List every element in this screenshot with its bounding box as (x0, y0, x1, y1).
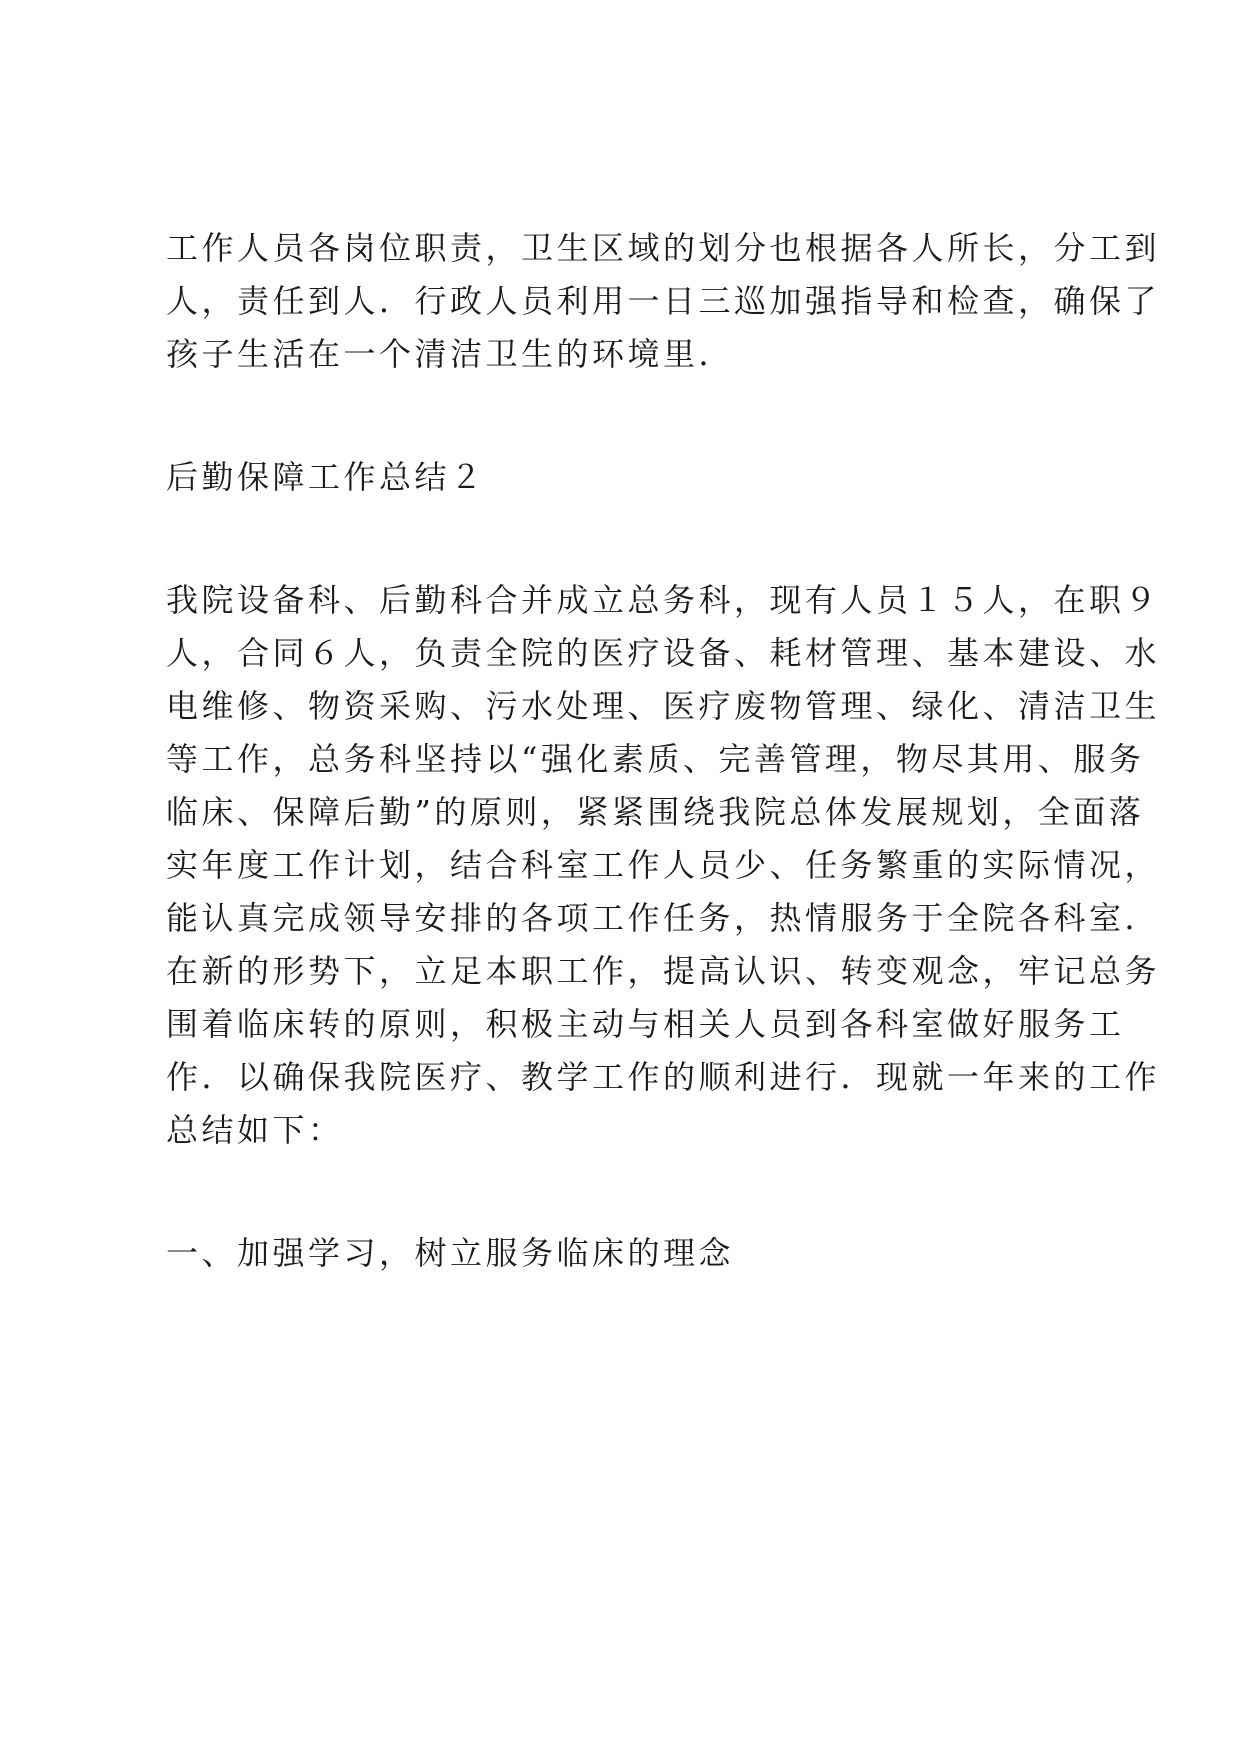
intro-paragraph (166, 222, 1161, 381)
main-paragraph (166, 574, 1161, 1157)
paragraph-line: 围着临床转的原则，积极主动与相关人员到各科室做好服务工 (166, 1005, 1125, 1043)
paragraph-line: 工作人员各岗位职责，卫生区域的划分也根据各人所长，分工到 (166, 229, 1161, 267)
paragraph-line: 等工作，总务科坚持以“强化素质、完善管理，物尽其用、服务 (166, 740, 1145, 778)
paragraph-line: 总结如下： (166, 1111, 344, 1149)
section-title: 后勤保障工作总结２ (166, 458, 486, 496)
paragraph-spacer (166, 1157, 1076, 1227)
paragraph-line: 人，合同６人，负责全院的医疗设备、耗材管理、基本建设、水 (166, 634, 1161, 672)
paragraph-line: 临床、保障后勤”的原则，紧紧围绕我院总体发展规划，全面落 (166, 793, 1145, 831)
paragraph-spacer (166, 504, 1076, 574)
paragraph-line: 电维修、物资采购、污水处理、医疗废物管理、绿化、清洁卫生 (166, 687, 1161, 725)
paragraph-line: 在新的形势下，立足本职工作，提高认识、转变观念，牢记总务 (166, 952, 1161, 990)
paragraph-line: 能认真完成领导安排的各项工作任务，热情服务于全院各科室． (166, 899, 1161, 937)
paragraph-line: 实年度工作计划，结合科室工作人员少、任务繁重的实际情况， (166, 846, 1161, 884)
document-body (166, 222, 1161, 1280)
paragraph-line: 孩子生活在一个清洁卫生的环境里． (166, 335, 735, 373)
paragraph-spacer (166, 381, 1076, 451)
paragraph-line: 我院设备科、后勤科合并成立总务科，现有人员１５人，在职９ (166, 581, 1161, 619)
paragraph-line: 作．以确保我院医疗、教学工作的顺利进行．现就一年来的工作 (166, 1058, 1161, 1096)
subheading: 一、加强学习，树立服务临床的理念 (166, 1234, 735, 1272)
paragraph-line: 人，责任到人．行政人员利用一日三巡加强指导和检查，确保了 (166, 282, 1161, 320)
